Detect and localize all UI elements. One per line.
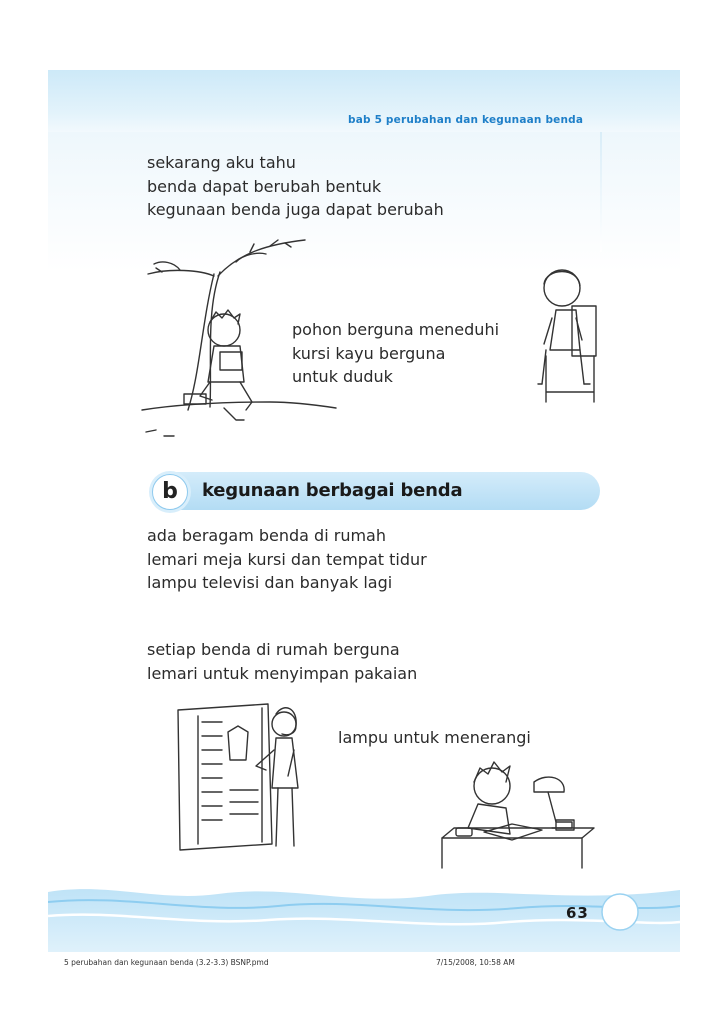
- boy-desk-lamp-illustration: [438, 758, 598, 870]
- tree-caption: [292, 318, 499, 389]
- footer-filename: 5 perubahan dan kegunaan benda (3.2-3.3) BSNP.pmd: [64, 958, 269, 967]
- page-number: 63: [566, 904, 589, 922]
- purpose-line: setiap benda di rumah berguna: [147, 640, 400, 659]
- chapter-header: bab 5 perubahan dan kegunaan benda: [348, 114, 584, 126]
- section-badge: [152, 474, 188, 510]
- intro-line: benda dapat berubah bentuk: [147, 176, 382, 196]
- household-line: lampu televisi dan banyak lagi: [147, 573, 393, 592]
- household-items-text: [147, 524, 427, 595]
- intro-line: sekarang aku tahu: [147, 153, 296, 172]
- footer-timestamp: 7/15/2008, 10:58 AM: [436, 958, 515, 967]
- tree-caption-line: untuk duduk: [292, 367, 393, 386]
- household-line: lemari meja kursi dan tempat tidur: [147, 549, 427, 569]
- purpose-line: lemari untuk menyimpan pakaian: [147, 663, 418, 683]
- wardrobe-woman-illustration: [172, 702, 312, 856]
- purpose-text: [147, 638, 417, 685]
- intro-text: [147, 151, 444, 222]
- household-line: ada beragam benda di rumah: [147, 526, 386, 545]
- tree-caption-line: pohon berguna meneduhi: [292, 320, 500, 339]
- lamp-caption: lampu untuk menerangi: [338, 728, 531, 747]
- girl-on-chair-illustration: [532, 262, 606, 412]
- section-badge-letter: b: [162, 478, 178, 504]
- intro-line: kegunaan benda juga dapat berubah: [147, 200, 444, 219]
- tree-caption-line: kursi kayu berguna: [292, 343, 446, 363]
- section-title: kegunaan berbagai benda: [202, 480, 463, 501]
